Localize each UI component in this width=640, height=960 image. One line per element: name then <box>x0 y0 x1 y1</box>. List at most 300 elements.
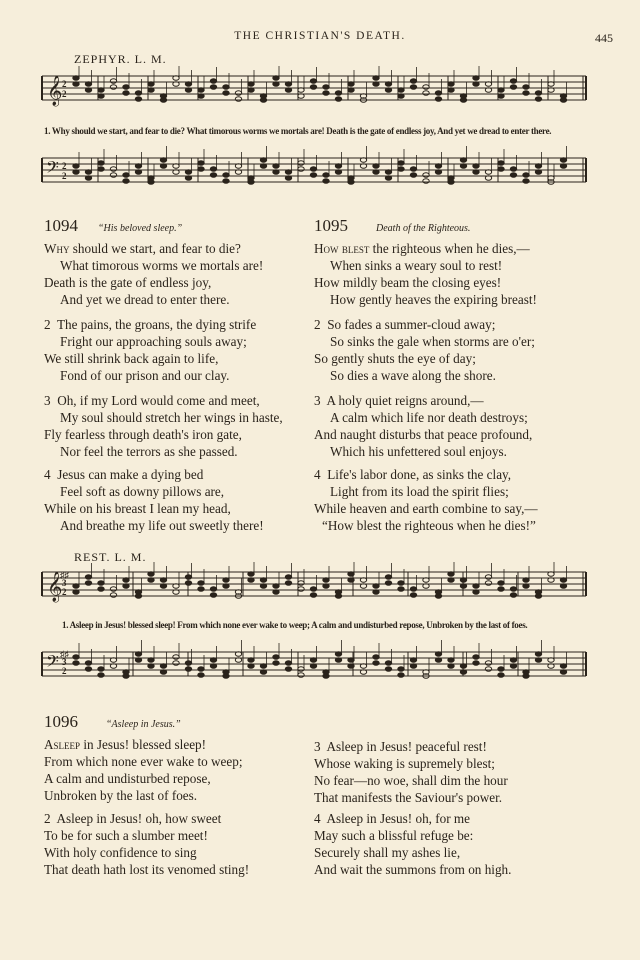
hymn-title: Death of the Righteous. <box>376 223 471 234</box>
notehead <box>523 173 529 178</box>
notehead <box>310 587 316 592</box>
notehead <box>285 82 291 87</box>
notehead <box>448 82 454 87</box>
notehead <box>385 176 391 181</box>
notehead <box>523 179 529 184</box>
notehead <box>473 164 479 169</box>
hymn-title: “Asleep in Jesus.” <box>106 719 181 730</box>
tune-name-rest: REST. L. M. <box>74 550 147 564</box>
notehead <box>348 664 354 669</box>
notehead <box>473 655 479 660</box>
notehead <box>310 167 316 172</box>
running-head: THE CHRISTIAN'S DEATH. <box>234 30 406 42</box>
notehead <box>435 97 441 102</box>
notehead <box>210 167 216 172</box>
notehead <box>260 664 266 669</box>
notehead <box>135 658 141 663</box>
notehead <box>435 652 441 657</box>
notehead <box>535 594 541 599</box>
hymn-number: 1094 <box>44 216 78 235</box>
notehead <box>385 661 391 666</box>
notehead <box>398 161 404 166</box>
hymn-1096-verse-3: 3 Asleep in Jesus! peaceful rest! Whose waking is supremely blest; No fear—no woe, shall dim the hour That manifests the Saviour's power. <box>314 739 508 805</box>
notehead <box>235 97 241 102</box>
notehead <box>135 97 141 102</box>
notehead <box>223 674 229 679</box>
notehead <box>535 170 541 175</box>
notehead <box>435 164 441 169</box>
hymn-1094-heading <box>44 216 182 236</box>
notehead <box>335 91 341 96</box>
music-staff-zephyr-bass <box>38 140 638 200</box>
notehead <box>385 575 391 580</box>
notehead <box>210 79 216 84</box>
notehead <box>523 674 529 679</box>
svg-text:♯♯: ♯♯ <box>60 570 69 580</box>
notehead <box>85 667 91 672</box>
notehead <box>335 170 341 175</box>
notehead <box>148 572 154 577</box>
notehead <box>373 655 379 660</box>
notehead <box>273 655 279 660</box>
notehead <box>160 98 166 103</box>
notehead <box>498 587 504 592</box>
notehead <box>560 164 566 169</box>
notehead <box>498 581 504 586</box>
notehead <box>123 179 129 184</box>
notehead <box>198 587 204 592</box>
hymn-title: “His beloved sleep.” <box>98 223 183 234</box>
svg-text:2: 2 <box>62 171 67 181</box>
notehead <box>310 173 316 178</box>
notehead <box>298 161 304 166</box>
notehead <box>373 76 379 81</box>
svg-text:3: 3 <box>62 657 67 667</box>
notehead <box>248 658 254 663</box>
notehead <box>385 88 391 93</box>
notehead <box>73 661 79 666</box>
notehead <box>123 578 129 583</box>
notehead <box>410 658 416 663</box>
notehead <box>185 581 191 586</box>
notehead <box>185 575 191 580</box>
notehead <box>510 85 516 90</box>
notehead <box>523 85 529 90</box>
notehead <box>173 661 179 666</box>
notehead <box>498 673 504 678</box>
notehead <box>423 85 429 90</box>
notehead <box>223 578 229 583</box>
notehead <box>198 94 204 99</box>
notehead <box>98 673 104 678</box>
notehead <box>435 170 441 175</box>
notehead <box>435 91 441 96</box>
notehead <box>473 584 479 589</box>
hymn-1096-verse-4: 4 Asleep in Jesus! oh, for me May such a blissful refuge be: Securely shall my ashes lie, And wait the summons from on high. <box>314 811 512 877</box>
notehead <box>160 584 166 589</box>
svg-text:𝄢: 𝄢 <box>46 159 59 181</box>
notehead <box>448 658 454 663</box>
notehead <box>298 587 304 592</box>
notehead <box>85 170 91 175</box>
notehead <box>398 667 404 672</box>
hymn-1095-verse-2: 2 So fades a summer-cloud away; So sinks the gale when storms are o'er; So gently shuts the eye of day; So dies a wave along the shore. <box>314 317 535 383</box>
hymn-1094-verse-3: 3 Oh, if my Lord would come and meet, My soul should stretch her wings in haste, Fly fearless through death's iron gate, Nor feel the terrors as she passed. <box>44 393 283 459</box>
notehead <box>123 674 129 679</box>
notehead <box>148 180 154 185</box>
notehead <box>335 652 341 657</box>
notes-group <box>73 146 567 184</box>
notehead <box>123 85 129 90</box>
notehead <box>110 173 116 178</box>
svg-text:♯♯: ♯♯ <box>60 649 69 659</box>
notehead <box>98 88 104 93</box>
hymn-1095-heading <box>314 216 470 236</box>
notehead <box>485 667 491 672</box>
notehead <box>398 587 404 592</box>
notehead <box>148 88 154 93</box>
tune-underlay-rest: 1. Asleep in Jesus! blessed sleep! From which none ever wake to weep; A calm and undisturbed repose, Unbroken by the last of foes. <box>62 620 528 630</box>
notehead <box>285 176 291 181</box>
hymn-1096-verse-1: Asleep in Jesus! blessed sleep! From which none ever wake to weep; A calm and undisturbed repose, Unbroken by the last of foes. <box>44 737 243 803</box>
notehead <box>273 76 279 81</box>
notehead <box>460 578 466 583</box>
notehead <box>298 673 304 678</box>
notes-group <box>73 562 567 598</box>
notehead <box>460 98 466 103</box>
notehead <box>285 170 291 175</box>
notehead <box>523 584 529 589</box>
notehead <box>348 572 354 577</box>
svg-text:𝄞: 𝄞 <box>47 76 63 105</box>
notehead <box>273 590 279 595</box>
music-staff-rest-treble <box>38 562 638 622</box>
notehead <box>185 176 191 181</box>
notehead <box>310 85 316 90</box>
notehead <box>398 673 404 678</box>
notehead <box>373 584 379 589</box>
notehead <box>373 170 379 175</box>
notes-group <box>73 66 567 102</box>
notehead <box>385 667 391 672</box>
notehead <box>73 590 79 595</box>
notehead <box>535 91 541 96</box>
notehead <box>285 581 291 586</box>
notehead <box>73 170 79 175</box>
notehead <box>123 173 129 178</box>
notehead <box>298 167 304 172</box>
notehead <box>535 97 541 102</box>
notehead <box>385 170 391 175</box>
notehead <box>560 584 566 589</box>
notehead <box>210 658 216 663</box>
notehead <box>135 594 141 599</box>
notehead <box>148 82 154 87</box>
notehead <box>448 572 454 577</box>
notehead <box>510 658 516 663</box>
notehead <box>385 82 391 87</box>
notehead <box>85 88 91 93</box>
notehead <box>298 667 304 672</box>
notehead <box>73 584 79 589</box>
notehead <box>410 167 416 172</box>
notehead <box>110 167 116 172</box>
notehead <box>323 173 329 178</box>
notehead <box>260 584 266 589</box>
notehead <box>560 158 566 163</box>
notehead <box>160 664 166 669</box>
notehead <box>560 670 566 675</box>
notehead <box>98 167 104 172</box>
hymn-1095-verse-4: 4 Life's labor done, as sinks the clay, Light from its load the spirit flies; While heaven and earth combine to say,— “How blest the righteous when he dies!” <box>314 467 538 533</box>
notehead <box>310 658 316 663</box>
notehead <box>148 664 154 669</box>
notehead <box>285 661 291 666</box>
notehead <box>410 79 416 84</box>
notehead <box>110 85 116 90</box>
notehead <box>348 180 354 185</box>
notehead <box>385 581 391 586</box>
notehead <box>85 661 91 666</box>
notehead <box>198 167 204 172</box>
notehead <box>398 167 404 172</box>
notehead <box>485 581 491 586</box>
hymn-1096-verse-2: 2 Asleep in Jesus! oh, how sweet To be for such a slumber meet! With holy confidence to sing That death hath lost its venomed sting! <box>44 811 250 877</box>
notes-group <box>73 640 567 678</box>
notehead <box>73 76 79 81</box>
notehead <box>185 88 191 93</box>
notehead <box>223 584 229 589</box>
notehead <box>460 670 466 675</box>
notehead <box>348 578 354 583</box>
notehead <box>448 180 454 185</box>
notehead <box>498 88 504 93</box>
notehead <box>210 664 216 669</box>
svg-text:2: 2 <box>62 79 67 89</box>
notehead <box>560 578 566 583</box>
notehead <box>98 161 104 166</box>
notehead <box>510 173 516 178</box>
notehead <box>273 584 279 589</box>
notehead <box>98 667 104 672</box>
notehead <box>285 88 291 93</box>
notehead <box>260 158 266 163</box>
notehead <box>473 170 479 175</box>
notehead <box>323 91 329 96</box>
notehead <box>198 581 204 586</box>
notehead <box>410 593 416 598</box>
notehead <box>223 173 229 178</box>
notehead <box>273 82 279 87</box>
notehead <box>98 581 104 586</box>
svg-text:𝄢: 𝄢 <box>46 653 59 675</box>
notehead <box>423 173 429 178</box>
notehead <box>498 94 504 99</box>
notehead <box>510 79 516 84</box>
notehead <box>410 85 416 90</box>
hymn-number: 1095 <box>314 216 348 235</box>
notehead <box>335 658 341 663</box>
notehead <box>123 91 129 96</box>
notehead <box>135 170 141 175</box>
music-staff-zephyr-treble <box>38 66 638 126</box>
notehead <box>73 82 79 87</box>
notehead <box>335 164 341 169</box>
notehead <box>85 176 91 181</box>
notehead <box>248 664 254 669</box>
notehead <box>185 82 191 87</box>
notehead <box>248 88 254 93</box>
notehead <box>248 572 254 577</box>
notehead <box>398 94 404 99</box>
notehead <box>185 667 191 672</box>
hymn-1095-verse-3: 3 A holy quiet reigns around,— A calm which life nor death destroys; And naught disturbs that peace profound, Which his unfettered soul enjoys. <box>314 393 533 459</box>
notehead <box>135 91 141 96</box>
svg-text:2: 2 <box>62 89 67 99</box>
notehead <box>398 88 404 93</box>
notehead <box>185 170 191 175</box>
notehead <box>473 76 479 81</box>
notehead <box>348 88 354 93</box>
notehead <box>110 587 116 592</box>
notehead <box>273 164 279 169</box>
notehead <box>323 674 329 679</box>
notehead <box>448 664 454 669</box>
notehead <box>198 667 204 672</box>
notehead <box>423 179 429 184</box>
notehead <box>310 664 316 669</box>
notehead <box>210 587 216 592</box>
notehead <box>423 91 429 96</box>
notehead <box>160 164 166 169</box>
svg-text:2: 2 <box>62 161 67 171</box>
svg-text:2: 2 <box>62 666 67 676</box>
notehead <box>123 584 129 589</box>
hymn-number: 1096 <box>44 712 78 731</box>
notehead <box>535 658 541 663</box>
notehead <box>523 91 529 96</box>
notehead <box>485 661 491 666</box>
notehead <box>160 670 166 675</box>
notehead <box>298 581 304 586</box>
hymn-1096-heading <box>44 712 181 732</box>
notehead <box>323 578 329 583</box>
notehead <box>185 661 191 666</box>
notehead <box>460 158 466 163</box>
notehead <box>210 593 216 598</box>
notehead <box>473 590 479 595</box>
notehead <box>373 164 379 169</box>
notehead <box>260 670 266 675</box>
notehead <box>323 584 329 589</box>
notehead <box>448 578 454 583</box>
notehead <box>223 179 229 184</box>
hymn-1094-verse-2: 2 The pains, the groans, the dying strife Fright our approaching souls away; We still shrink back again to life, Fond of our prison and our clay. <box>44 317 257 383</box>
notehead <box>110 593 116 598</box>
notehead <box>560 664 566 669</box>
notehead <box>498 667 504 672</box>
notehead <box>98 94 104 99</box>
notehead <box>98 587 104 592</box>
notehead <box>223 85 229 90</box>
notehead <box>248 578 254 583</box>
page-number: 445 <box>595 31 613 45</box>
notehead <box>435 594 441 599</box>
hymn-1095-verse-1: How blest the righteous when he dies,— When sinks a weary soul to rest! How mildly beam the closing eyes! How gently heaves the expiring breast! <box>314 241 537 307</box>
notehead <box>210 85 216 90</box>
svg-text:𝄞: 𝄞 <box>47 572 63 601</box>
notehead <box>85 581 91 586</box>
notehead <box>510 664 516 669</box>
notehead <box>273 170 279 175</box>
tune-underlay-zephyr: 1. Why should we start, and fear to die? What timorous worms we mortals are! Death is the gate of endless joy, And yet we dread to enter there. <box>44 126 552 136</box>
music-staff-rest-bass <box>38 634 638 700</box>
notehead <box>110 79 116 84</box>
notehead <box>173 655 179 660</box>
notehead <box>348 658 354 663</box>
notehead <box>335 594 341 599</box>
hymn-1094-verse-4: 4 Jesus can make a dying bed Feel soft as downy pillows are, While on his breast I lean my head, And breathe my life out sweetly there! <box>44 467 264 533</box>
svg-text:3: 3 <box>62 578 67 588</box>
notehead <box>248 180 254 185</box>
notehead <box>398 581 404 586</box>
notehead <box>135 164 141 169</box>
svg-text:2: 2 <box>62 587 67 597</box>
notehead <box>473 82 479 87</box>
notehead <box>198 673 204 678</box>
notehead <box>148 578 154 583</box>
notehead <box>323 85 329 90</box>
notehead <box>223 91 229 96</box>
notehead <box>535 652 541 657</box>
notehead <box>310 593 316 598</box>
notehead <box>373 82 379 87</box>
notehead <box>85 575 91 580</box>
notehead <box>285 575 291 580</box>
notehead <box>373 590 379 595</box>
notehead <box>160 578 166 583</box>
notehead <box>348 82 354 87</box>
notehead <box>373 661 379 666</box>
notehead <box>473 661 479 666</box>
notehead <box>510 587 516 592</box>
notehead <box>460 664 466 669</box>
notehead <box>248 82 254 87</box>
notehead <box>198 161 204 166</box>
notehead <box>523 578 529 583</box>
notehead <box>460 164 466 169</box>
hymn-1094-verse-1: Why should we start, and fear to die? What timorous worms we mortals are! Death is the gate of endless joy, And yet we dread to enter there. <box>44 241 264 307</box>
notehead <box>235 91 241 96</box>
notehead <box>435 658 441 663</box>
notehead <box>323 179 329 184</box>
notehead <box>485 575 491 580</box>
notehead <box>210 173 216 178</box>
notehead <box>148 658 154 663</box>
notehead <box>73 655 79 660</box>
notehead <box>260 578 266 583</box>
notehead <box>260 164 266 169</box>
notehead <box>310 79 316 84</box>
notehead <box>510 167 516 172</box>
notehead <box>410 664 416 669</box>
notehead <box>410 173 416 178</box>
notehead <box>85 82 91 87</box>
notehead <box>560 98 566 103</box>
notehead <box>510 593 516 598</box>
notehead <box>273 661 279 666</box>
notehead <box>260 98 266 103</box>
